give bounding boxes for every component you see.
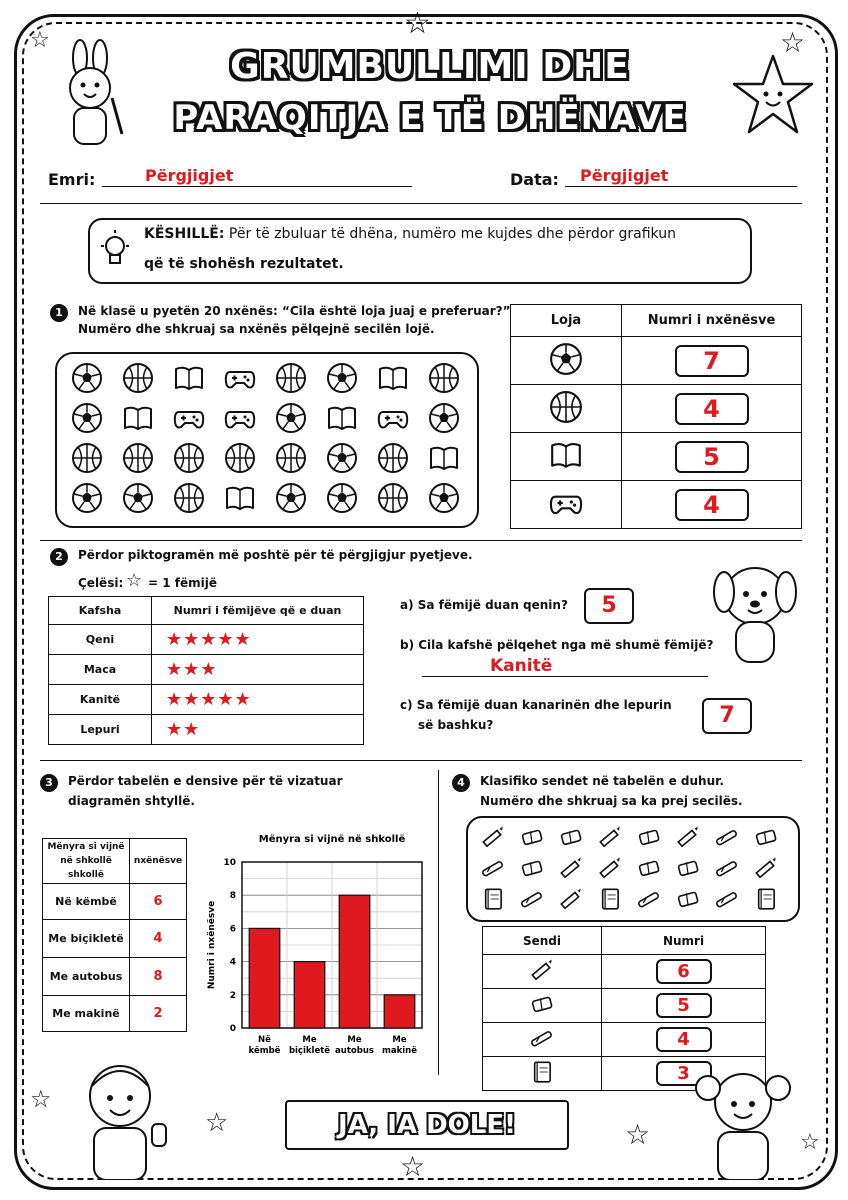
mode-label: Me autobus: [43, 958, 130, 996]
soccer-ball-icon[interactable]: [326, 362, 360, 396]
divider: [40, 203, 802, 204]
mode-value: 4: [130, 920, 187, 958]
eraser-icon[interactable]: [519, 855, 547, 883]
eraser-icon[interactable]: [753, 824, 781, 852]
basketball-icon[interactable]: [224, 442, 258, 476]
star-mascot-icon: [730, 52, 816, 138]
notebook-icon[interactable]: [480, 886, 508, 914]
soccer-ball-icon[interactable]: [428, 482, 462, 516]
page-title-line1: GRUMBULLIMI DHE: [230, 46, 630, 87]
q3-table-header: Mënyra si vijnë në shkollë shkollë: [43, 839, 130, 884]
y-tick-label: 10: [223, 858, 236, 868]
soccer-ball-icon[interactable]: [71, 482, 105, 516]
basketball-icon[interactable]: [173, 442, 207, 476]
star-decoration-icon: ☆: [30, 1085, 52, 1113]
mode-value: 6: [130, 884, 187, 920]
congrats-banner: JA, IA DOLE!: [285, 1100, 569, 1150]
q1-table-header: Loja: [511, 305, 622, 337]
star-decoration-icon: ☆: [404, 6, 431, 41]
basketball-icon[interactable]: [377, 482, 411, 516]
pencil-icon[interactable]: [480, 824, 508, 852]
q1-table-header: Numri i nxënësve: [622, 305, 802, 337]
gamepad-icon[interactable]: [173, 402, 207, 436]
animal-label: Lepuri: [49, 715, 152, 745]
mode-label: Me biçikletë: [43, 920, 130, 958]
star-decoration-icon: ☆: [30, 28, 50, 53]
x-tick-label: Me: [392, 1035, 407, 1045]
soccer-ball-icon[interactable]: [71, 362, 105, 396]
soccer-ball-icon: [511, 337, 622, 385]
gamepad-icon: [511, 481, 622, 529]
page-title-line2: PARAQITJA E TË DHËNAVE: [173, 98, 687, 138]
star-rating: ★★★★★: [152, 685, 364, 715]
marker-icon[interactable]: [519, 886, 547, 914]
notebook-icon: [483, 1057, 602, 1091]
name-line[interactable]: [102, 186, 412, 187]
q2c-text-line1: c) Sa fëmijë duan kanarinën dhe lepurin: [400, 698, 672, 712]
q2-key-label: Çelësi:: [78, 576, 124, 590]
pencil-icon: [483, 955, 602, 989]
pencil-icon[interactable]: [558, 855, 586, 883]
q4-table-header: Sendi: [483, 927, 602, 955]
y-tick-label: 4: [229, 957, 236, 968]
q4-table-header: Numri: [602, 927, 766, 955]
q4-items-box: [466, 816, 800, 922]
question-number: 3: [40, 774, 58, 792]
marker-icon: [483, 1023, 602, 1057]
x-tick-label: Me: [302, 1035, 317, 1045]
tip-text-line1: Për të zbuluar të dhëna, numëro me kujdes dhe përdor grafikun: [228, 226, 676, 242]
question-number: 1: [50, 304, 68, 322]
puppy-icon: [708, 556, 802, 668]
star-key-icon: ☆: [126, 570, 143, 591]
marker-icon[interactable]: [714, 855, 742, 883]
gamepad-icon[interactable]: [377, 402, 411, 436]
bar-1: [294, 962, 325, 1028]
y-tick-label: 0: [229, 1024, 236, 1034]
divider: [438, 770, 439, 1075]
bar-2: [339, 895, 370, 1028]
star-rating: ★★: [152, 715, 364, 745]
basketball-icon[interactable]: [377, 442, 411, 476]
q1-answer-box[interactable]: 4: [675, 393, 749, 425]
marker-icon[interactable]: [480, 855, 508, 883]
date-line[interactable]: [565, 186, 797, 187]
basketball-icon: [511, 385, 622, 433]
question-number: 4: [452, 774, 470, 792]
q4-text-line2: Numëro dhe shkruaj sa ka prej secilës.: [480, 794, 743, 808]
star-rating: ★★★: [152, 655, 364, 685]
soccer-ball-icon[interactable]: [326, 482, 360, 516]
star-rating: ★★★★★: [152, 625, 364, 655]
basketball-icon[interactable]: [122, 442, 156, 476]
eraser-icon[interactable]: [558, 824, 586, 852]
book-icon[interactable]: [377, 362, 411, 396]
soccer-ball-icon[interactable]: [326, 442, 360, 476]
x-tick-label: Në: [258, 1035, 271, 1045]
date-label: Data:: [510, 170, 559, 189]
book-icon[interactable]: [428, 442, 462, 476]
pencil-icon[interactable]: [597, 824, 625, 852]
q2-text: Përdor piktogramën më poshtë për të përgjigjur pyetjeve.: [78, 548, 473, 562]
x-tick-label: autobus: [335, 1046, 374, 1056]
basketball-icon[interactable]: [71, 442, 105, 476]
q2a-text: a) Sa fëmijë duan qenin?: [400, 598, 568, 612]
q1-icon-grid: [55, 352, 479, 528]
q2a-answer-box[interactable]: 5: [584, 588, 634, 624]
marker-icon[interactable]: [714, 886, 742, 914]
q4-answer-box[interactable]: 5: [656, 993, 712, 1018]
marker-icon[interactable]: [714, 824, 742, 852]
q1-answer-box[interactable]: 5: [675, 441, 749, 473]
tip-box: [88, 218, 752, 284]
lightbulb-icon: [98, 228, 132, 274]
q2-table-header: Numri i fëmijëve që e duan: [152, 597, 364, 625]
eraser-icon[interactable]: [675, 886, 703, 914]
animal-label: Qeni: [49, 625, 152, 655]
basketball-icon[interactable]: [122, 362, 156, 396]
basketball-icon[interactable]: [428, 362, 462, 396]
q1-answer-box[interactable]: 7: [675, 345, 749, 377]
q2b-answer-line[interactable]: [422, 676, 708, 677]
date-value: Përgjigjet: [580, 166, 669, 185]
x-tick-label: biçikletë: [288, 1046, 331, 1056]
q2c-answer-box[interactable]: 7: [702, 698, 752, 734]
mode-value: 2: [130, 996, 187, 1032]
q2-pictogram-table: [48, 596, 364, 745]
x-tick-label: këmbë: [248, 1046, 281, 1056]
book-icon[interactable]: [326, 402, 360, 436]
eraser-icon[interactable]: [636, 855, 664, 883]
mode-value: 8: [130, 958, 187, 996]
question-number: 2: [50, 548, 68, 566]
x-tick-label: makinë: [382, 1046, 417, 1056]
divider: [40, 760, 802, 761]
soccer-ball-icon[interactable]: [71, 402, 105, 436]
soccer-ball-icon[interactable]: [122, 482, 156, 516]
q2-table-header: Kafsha: [49, 597, 152, 625]
chart-title: Mënyra si vijnë në shkollë: [258, 834, 406, 845]
x-tick-label: Me: [347, 1035, 362, 1045]
star-decoration-icon: ☆: [780, 26, 806, 59]
tip-text-line2: që të shohësh rezultatet.: [144, 256, 344, 272]
notebook-icon[interactable]: [753, 886, 781, 914]
boy-character-icon: [70, 1056, 180, 1180]
animal-label: Maca: [49, 655, 152, 685]
q4-answer-box[interactable]: 6: [656, 959, 712, 984]
star-decoration-icon: ☆: [625, 1118, 651, 1151]
q2-key-value: = 1 fëmijë: [148, 576, 217, 590]
bar-3: [384, 995, 415, 1028]
q1-answer-box[interactable]: 4: [675, 489, 749, 521]
y-tick-label: 6: [229, 924, 236, 935]
q3-table-header: nxënësve: [130, 839, 187, 884]
pencil-icon[interactable]: [675, 824, 703, 852]
marker-icon[interactable]: [636, 886, 664, 914]
name-label: Emri:: [48, 170, 96, 189]
eraser-icon[interactable]: [636, 824, 664, 852]
q2b-answer: Kanitë: [490, 656, 553, 676]
soccer-ball-icon[interactable]: [428, 402, 462, 436]
eraser-icon[interactable]: [519, 824, 547, 852]
basketball-icon[interactable]: [173, 482, 207, 516]
q4-answer-box[interactable]: 4: [656, 1027, 712, 1052]
pencil-icon[interactable]: [753, 855, 781, 883]
y-tick-label: 8: [229, 891, 236, 902]
pencil-icon[interactable]: [558, 886, 586, 914]
q1-text-line1: Në klasë u pyetën 20 nxënës: “Cila është loja juaj e preferuar?”: [78, 304, 511, 318]
bar-0: [249, 928, 280, 1028]
mode-label: Me makinë: [43, 996, 130, 1032]
pencil-icon[interactable]: [597, 855, 625, 883]
girl-character-icon: [688, 1062, 798, 1180]
book-icon[interactable]: [173, 362, 207, 396]
animal-label: Kanitë: [49, 685, 152, 715]
q1-text-line2: Numëro dhe shkruaj sa nxënës pëlqejnë secilën lojë.: [78, 322, 435, 336]
book-icon[interactable]: [122, 402, 156, 436]
eraser-icon[interactable]: [675, 855, 703, 883]
gamepad-icon[interactable]: [224, 402, 258, 436]
bunny-mascot-icon: [50, 38, 130, 148]
tip-label: KËSHILLË:: [144, 226, 225, 242]
q4-text-line1: Klasifiko sendet në tabelën e duhur.: [480, 774, 724, 788]
name-value: Përgjigjet: [145, 166, 234, 185]
soccer-ball-icon[interactable]: [275, 482, 309, 516]
star-decoration-icon: ☆: [400, 1150, 426, 1183]
y-axis-label: Numri i nxënësve: [207, 900, 217, 990]
q3-text-line2: diagramën shtyllë.: [68, 794, 195, 808]
y-tick-label: 2: [229, 990, 236, 1001]
basketball-icon[interactable]: [275, 442, 309, 476]
bar-chart: [200, 826, 436, 1072]
q3-text-line1: Përdor tabelën e densive për të vizatuar: [68, 774, 343, 788]
book-icon: [511, 433, 622, 481]
basketball-icon[interactable]: [275, 362, 309, 396]
eraser-icon: [483, 989, 602, 1023]
q4-answer-box[interactable]: 3: [656, 1061, 712, 1086]
book-icon[interactable]: [224, 482, 258, 516]
mode-label: Në këmbë: [43, 884, 130, 920]
q2b-text: b) Cila kafshë pëlqehet nga më shumë fëmijë?: [400, 638, 714, 652]
q1-table: [510, 304, 802, 529]
q2c-text-line2: së bashku?: [418, 718, 494, 732]
soccer-ball-icon[interactable]: [275, 402, 309, 436]
notebook-icon[interactable]: [597, 886, 625, 914]
gamepad-icon[interactable]: [224, 362, 258, 396]
q3-data-table: [42, 838, 187, 1032]
star-decoration-icon: ☆: [205, 1108, 229, 1138]
divider: [40, 540, 802, 541]
star-decoration-icon: ☆: [800, 1130, 820, 1155]
